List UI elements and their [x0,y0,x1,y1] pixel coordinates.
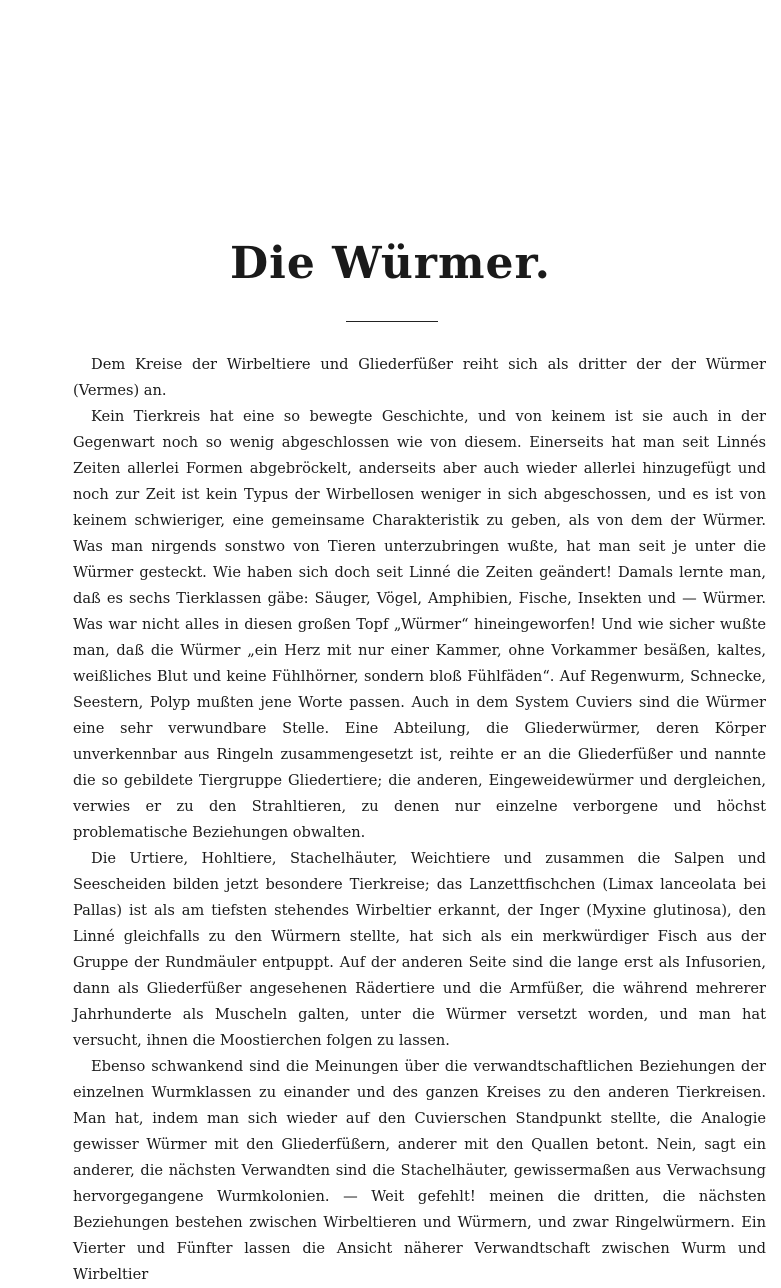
page-title: Die Würmer. [230,238,551,289]
paragraph: Die Urtiere, Hohltiere, Stachelhäuter, Weichtiere und zusammen die Salpen und Seescheiden bilden jetzt besondere Tierkreise; das Lanzettfischchen (Limax lanceolata bei Pallas) ist als am tiefsten stehendes Wirbeltier erkannt, der Inger (Myxine glutinosa), den Linné gleichfalls zu den Würmern stellte, hat sich als ein merkwürdiger Fisch aus der Gruppe der Rundmäuler entpuppt. Auf der anderen Seite sind die lange erst als Infusorien, dann als Gliederfüßer angesehenen Rädertiere und die Armfüßer, die während mehrerer Jahrhunderte als Muscheln galten, unter die Würmer versetzt worden, und man hat versucht, ihnen die Moostierchen folgen zu lassen. [73,850,766,1049]
paragraph: Dem Kreise der Wirbeltiere und Gliederfüßer reiht sich als dritter der der Würmer (Vermes) an. [73,356,766,399]
paragraph: Ebenso schwankend sind die Meinungen über die verwandtschaftlichen Beziehungen der einzelnen Wurmklassen zu einander und des ganzen Kreises zu den anderen Tierkreisen. Man hat, indem man sich wieder auf den Cuvierschen Standpunkt stellte, die Analogie gewisser Würmer mit den Gliederfüßern, anderer mit den Quallen betont. Nein, sagt ein anderer, die nächsten Verwandten sind die Stachelhäuter, gewissermaßen aus Verwachsung hervorgegangene Wurmkolonien. — Weit gefehlt! meinen die dritten, die nächsten Beziehungen bestehen zwischen Wirbeltieren und Würmern, und zwar Ringelwürmern. Ein Vierter und Fünfter lassen die Ansicht näherer Verwandtschaft zwischen Wurm und Wirbeltier [73,1058,766,1283]
body-text [73,352,766,1288]
title-divider [346,321,438,322]
paragraph: Kein Tierkreis hat eine so bewegte Geschichte, und von keinem ist sie auch in der Gegenwart noch so wenig abgeschlossen wie von diesem. Einerseits hat man seit Linnés Zeiten allerlei Formen abgebröckelt, anderseits aber auch wieder allerlei hinzugefügt und noch zur Zeit ist kein Typus der Wirbellosen weniger in sich abgeschossen, und es ist von keinem schwieriger, eine gemeinsame Charakteristik zu geben, als von dem der Würmer. Was man nirgends sonstwo von Tieren unterzubringen wußte, hat man seit je unter die Würmer gesteckt. Wie haben sich doch seit Linné die Zeiten geändert! Damals lernte man, daß es sechs Tierklassen gäbe: Säuger, Vögel, Amphibien, Fische, Insekten und — Würmer. Was war nicht alles in diesen großen Topf „Würmer“ hineingeworfen! Und wie sicher wußte man, daß die Würmer „ein Herz mit nur einer Kammer, ohne Vorkammer besäßen, kaltes, weißliches Blut und keine Fühlhörner, sondern bloß Fühlfäden“. Auf Regenwurm, Schnecke, Seestern, Polyp mußten jene Worte passen. Auch in dem System Cuviers sind die Würmer eine sehr verwundbare Stelle. Eine Abteilung, die Gliederwürmer, deren Körper unverkennbar aus Ringeln zusammengesetzt ist, reihte er an die Gliederfüßer und nannte die so gebildete Tiergruppe Gliedertiere; die anderen, Eingeweidewürmer und dergleichen, verwies er zu den Strahltieren, zu denen nur einzelne verborgene und höchst problematische Beziehungen obwalten. [73,408,766,841]
